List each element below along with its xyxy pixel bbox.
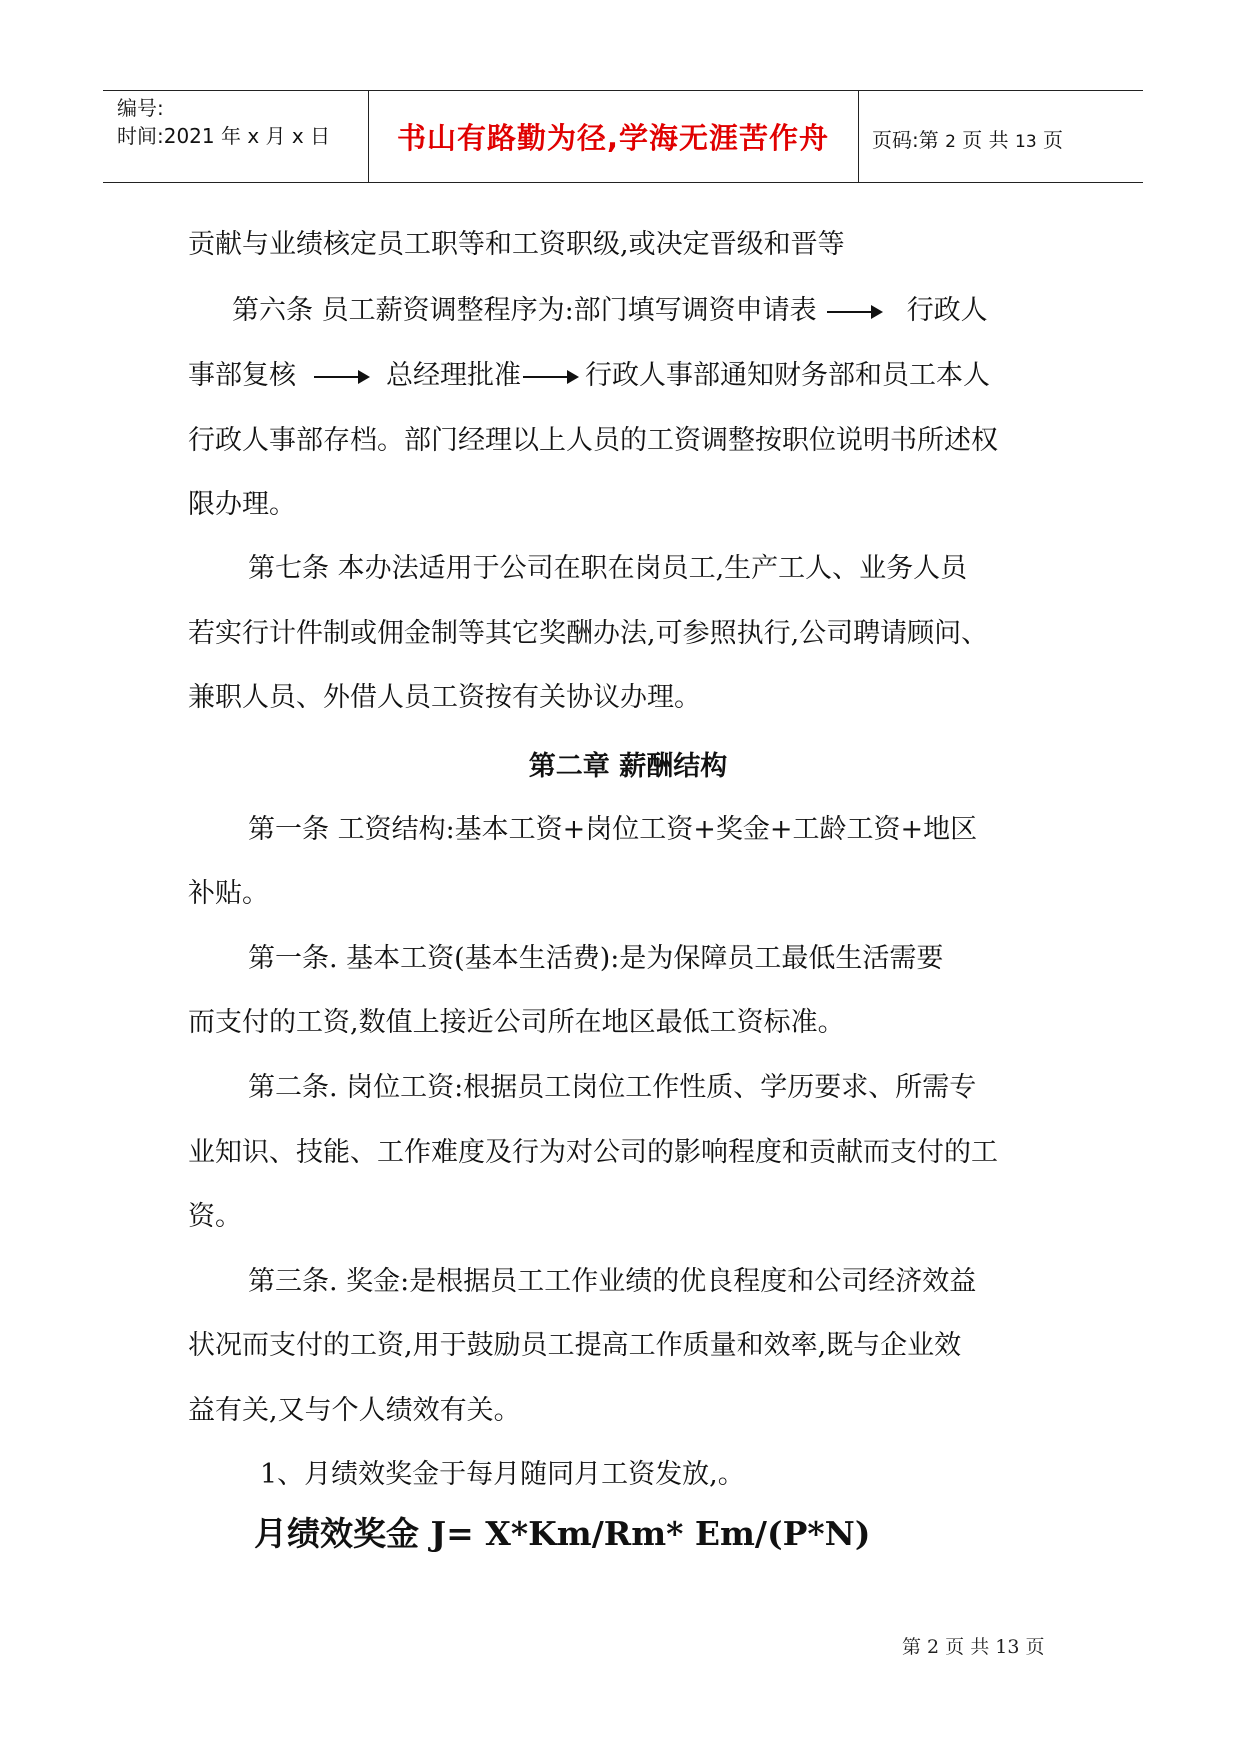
section-3-line-3: 资。 (188, 1201, 242, 1232)
page-total: 13 (1015, 132, 1037, 152)
section-3-line-1: 第二条. 岗位工资:根据员工岗位工作性质、学历要求、所需专 (248, 1072, 977, 1103)
footer-page-number: 第 2 页 共 13 页 (902, 1636, 1045, 1658)
header-meta (117, 94, 330, 150)
article-6-text: 行政人事部通知财务部和员工本人 (585, 360, 990, 391)
formula (254, 1508, 870, 1555)
section-4-line-3: 益有关,又与个人绩效有关。 (188, 1395, 521, 1426)
chapter-title: 第二章 薪酬结构 (528, 751, 728, 782)
page-prefix: 页码:第 (872, 128, 939, 152)
header-page-info (872, 124, 1063, 153)
article-7-line-3: 兼职人员、外借人员工资按有关协议办理。 (188, 682, 701, 713)
article-6-line-1 (188, 278, 1112, 344)
section-4-line-2: 状况而支付的工资,用于鼓励员工提高工作质量和效率,既与企业效 (188, 1330, 962, 1361)
section-2-line-2: 而支付的工资,数值上接近公司所在地区最低工资标准。 (188, 1007, 845, 1038)
paragraph-line: 贡献与业绩核定员工职等和工资职级,或决定晋级和晋等 (188, 229, 845, 260)
formula-expression: J= X*Km/Rm* Em/(P*N) (430, 1514, 871, 1553)
list-item-1: 1、月绩效奖金于每月随同月工资发放,。 (260, 1459, 745, 1490)
header-top-rule (103, 90, 1143, 91)
article-6-text: 第六条 员工薪资调整程序为:部门填写调资申请表 (232, 295, 817, 326)
arrow-icon (827, 311, 881, 313)
article-7-line-2: 若实行计件制或佣金制等其它奖酬办法,可参照执行,公司聘请顾问、 (188, 618, 989, 649)
page-current: 2 (945, 132, 956, 152)
article-6-text: 事部复核 (188, 360, 296, 391)
page-mid: 页 共 (962, 128, 1009, 152)
section-1-line-1: 第一条 工资结构:基本工资+岗位工资+奖金+工龄工资+地区 (248, 814, 978, 845)
formula-label: 月绩效奖金 (254, 1514, 419, 1553)
article-6-text: 总经理批准 (386, 360, 521, 391)
article-6-line-3: 行政人事部存档。部门经理以上人员的工资调整按职位说明书所述权 (188, 425, 998, 456)
section-1-line-2: 补贴。 (188, 878, 269, 909)
section-3-line-2: 业知识、技能、工作难度及行为对公司的影响程度和贡献而支付的工 (188, 1137, 998, 1168)
section-4-line-1: 第三条. 奖金:是根据员工工作业绩的优良程度和公司经济效益 (248, 1266, 977, 1297)
header-divider-right (858, 90, 859, 182)
article-7-line-1: 第七条 本办法适用于公司在职在岗员工,生产工人、业务人员 (248, 553, 968, 584)
article-6-line-2 (188, 343, 1068, 409)
arrow-icon (523, 376, 577, 378)
number-label: 编号: (117, 96, 164, 120)
time-label: 时间:2021 年 x 月 x 日 (117, 124, 331, 148)
header-motto: 书山有路勤为径,学海无涯苦作舟 (396, 121, 830, 155)
section-2-line-1: 第一条. 基本工资(基本生活费):是为保障员工最低生活需要 (248, 943, 944, 974)
header-bottom-rule (103, 182, 1143, 183)
page-suffix: 页 (1043, 128, 1064, 152)
arrow-icon (314, 376, 368, 378)
article-6-line-4: 限办理。 (188, 489, 296, 520)
article-6-text: 行政人 (906, 295, 988, 326)
